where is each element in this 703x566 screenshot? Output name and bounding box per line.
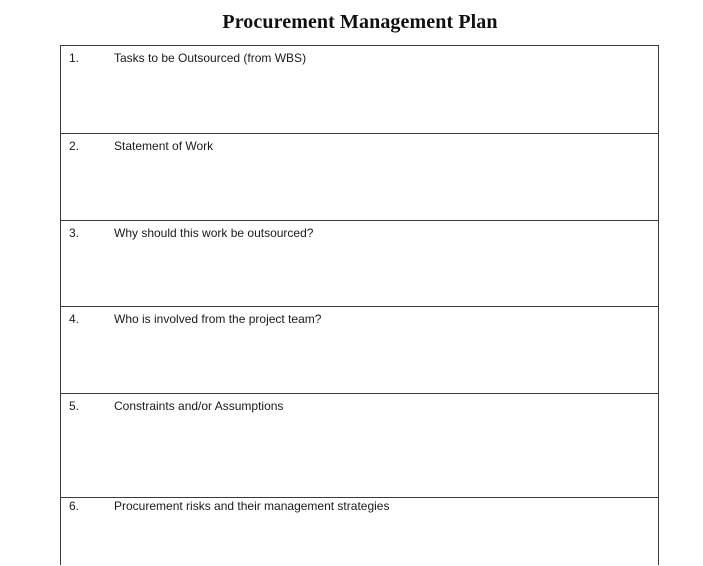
row-label: Statement of Work — [114, 139, 214, 153]
table-row — [61, 46, 658, 134]
table-row — [61, 221, 658, 307]
table-row — [61, 394, 658, 498]
row-label: Why should this work be outsourced? — [114, 226, 314, 240]
row-number: 2. — [69, 139, 80, 153]
table-row — [61, 498, 658, 566]
row-number: 4. — [69, 312, 80, 326]
row-label: Who is involved from the project team? — [114, 312, 322, 326]
table-row — [61, 134, 658, 221]
plan-table — [60, 45, 659, 565]
row-number: 3. — [69, 226, 80, 240]
row-label: Procurement risks and their management strategies — [114, 499, 390, 513]
table-row — [61, 307, 658, 394]
row-label: Tasks to be Outsourced (from WBS) — [114, 51, 307, 65]
page-title: Procurement Management Plan — [222, 11, 498, 33]
row-number: 6. — [69, 499, 80, 513]
row-number: 5. — [69, 399, 80, 413]
row-label: Constraints and/or Assumptions — [114, 399, 284, 413]
row-number: 1. — [69, 51, 80, 65]
